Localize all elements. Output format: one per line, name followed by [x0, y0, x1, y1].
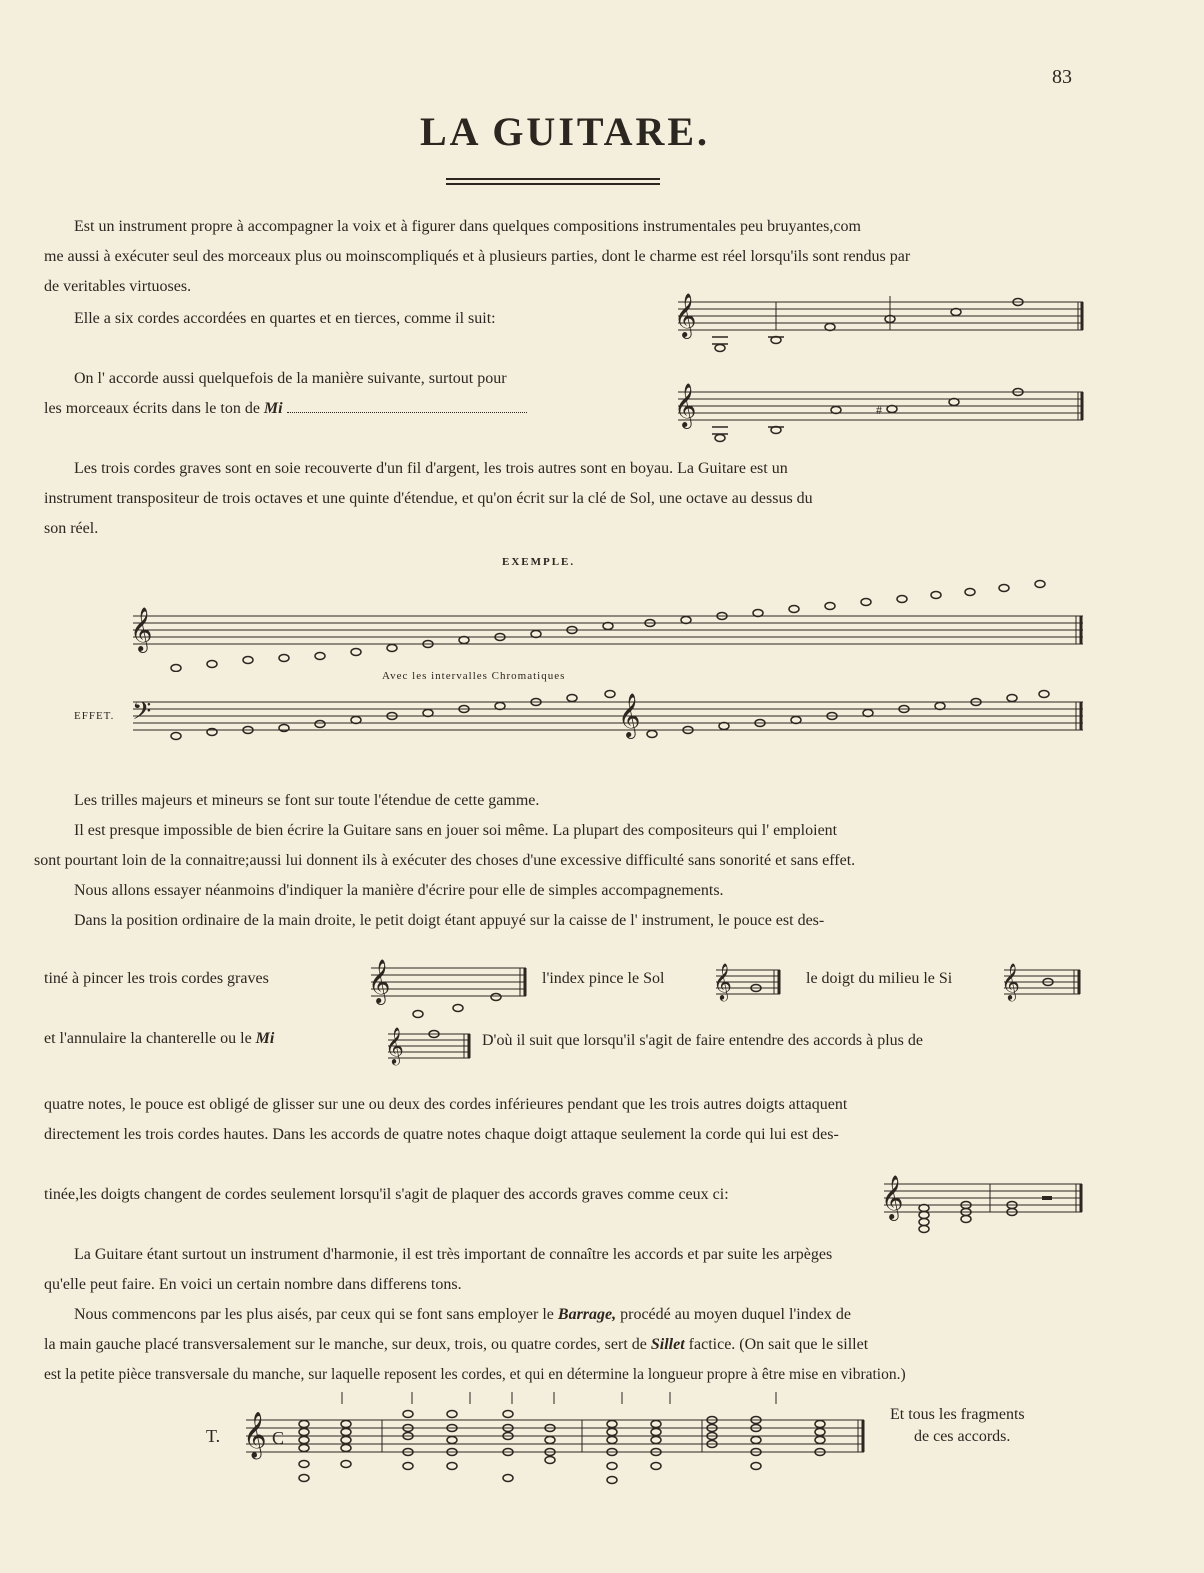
- bass-chords-staff: [880, 1170, 1086, 1238]
- key-mi: Mi: [263, 400, 283, 417]
- tuning-staff-1: [668, 282, 1088, 362]
- thumb-strings-staff: [366, 954, 530, 1026]
- paragraph-9-c: le doigt du milieu le Si: [806, 970, 953, 987]
- paragraph-12: tinée,les doigts changent de cordes seulement lorsqu'il s'agit de plaquer des accords graves comme ceux ci:: [44, 1186, 729, 1203]
- paragraph-10-b: D'où il suit que lorsqu'il s'agit de faire entendre des accords à plus de: [482, 1032, 923, 1049]
- svg-text:𝄞: 𝄞: [1001, 963, 1020, 999]
- chords-label: T.: [206, 1426, 221, 1446]
- paragraph-14-line-1: [74, 1300, 1084, 1330]
- svg-text:C: C: [272, 1428, 285, 1448]
- svg-text:𝄞: 𝄞: [385, 1027, 404, 1063]
- paragraph-3-line-2: [44, 394, 644, 424]
- index-sol-staff: [712, 960, 784, 1010]
- effet-label: EFFET.: [74, 710, 115, 722]
- svg-text:𝄞: 𝄞: [881, 1177, 904, 1219]
- chords-side-note-1: Et tous les fragments: [890, 1406, 1025, 1423]
- svg-text:𝄞: 𝄞: [674, 385, 697, 427]
- paragraph-11-line-2: directement les trois cordes hautes. Dans les accords de quatre notes chaque doigt attaque seulement la corde qui lui est des-: [44, 1126, 839, 1143]
- paragraph-3-line-1: On l' accorde aussi quelquefois de la manière suivante, surtout pour: [74, 370, 507, 387]
- paragraph-1-line-2: me aussi à exécuter seul des morceaux plus ou moinscompliqués et à plusieurs parties, dont le charme est réel lorsqu'ils sont rendus par: [44, 248, 911, 265]
- svg-text:𝄞: 𝄞: [713, 963, 732, 999]
- tuning-staff-2: [668, 372, 1088, 452]
- chanterelle-mi: Mi: [255, 1030, 275, 1047]
- paragraph-5: Les trilles majeurs et mineurs se font sur toute l'étendue de cette gamme.: [74, 792, 540, 809]
- paragraph-6-line-2: sont pourtant loin de la connaitre;aussi lui donnent ils à exécuter des choses d'une excessive difficulté sans sonorité et sans effet.: [34, 852, 856, 869]
- paragraph-4-line-1: Les trois cordes graves sont en soie recouverte d'un fil d'argent, les trois autres sont en boyau. La Guitare est un: [74, 460, 788, 477]
- page-title: LA GUITARE.: [419, 109, 711, 154]
- paragraph-14-line-2: [44, 1330, 1084, 1360]
- paragraph-1-line-3: de veritables virtuoses.: [44, 278, 192, 295]
- paragraph-6-line-1: Il est presque impossible de bien écrire la Guitare sans en jouer soi même. La plupart des compositeurs qui l' emploient: [74, 822, 838, 839]
- range-treble-staff: [128, 572, 1088, 672]
- sillet-term: Sillet: [650, 1336, 685, 1353]
- svg-text:𝄞: 𝄞: [130, 609, 153, 651]
- paragraph-1-line-1: Est un instrument propre à accompagner la voix et à figurer dans quelques compositions instrumentales peu bruyantes,com: [74, 218, 861, 235]
- paragraph-8: Dans la position ordinaire de la main droite, le petit doigt étant appuyé sur la caisse de l' instrument, le pouce est des-: [74, 912, 825, 929]
- tuning-intro: Elle a six cordes accordées en quartes et en tierces, comme il suit:: [74, 310, 496, 327]
- range-effect-staff: [128, 684, 1088, 754]
- chromatic-caption: Avec les intervalles Chromatiques: [382, 670, 566, 682]
- title-rule: [446, 178, 660, 188]
- paragraph-11-line-1: quatre notes, le pouce est obligé de glisser sur une ou deux des cordes inférieures pendant que les trois autres doigts attaquent: [44, 1096, 848, 1113]
- page-number: 83: [1052, 66, 1072, 88]
- paragraph-13-line-1: La Guitare étant surtout un instrument d'harmonie, il est très important de connaître les accords et par suite les arpèges: [74, 1246, 833, 1263]
- paragraph-9-a: tiné à pincer les trois cordes graves: [44, 970, 269, 987]
- svg-text:#: #: [876, 403, 882, 417]
- paragraph-14-line-2-a: la main gauche placé transversalement sur le manche, sur deux, trois, ou quatre cordes, sert de: [44, 1336, 647, 1353]
- example-label: EXEMPLE.: [502, 556, 576, 568]
- svg-text:𝄢: 𝄢: [132, 698, 152, 731]
- paragraph-10-a: [44, 1030, 274, 1048]
- svg-text:𝄞: 𝄞: [618, 695, 641, 737]
- middle-si-staff: [1000, 960, 1084, 1010]
- svg-text:𝄞: 𝄞: [243, 1412, 267, 1457]
- paragraph-13-line-2: qu'elle peut faire. En voici un certain nombre dans differens tons.: [44, 1276, 462, 1293]
- svg-text:𝄞: 𝄞: [674, 295, 697, 337]
- paragraph-3-text: les morceaux écrits dans le ton de: [44, 400, 260, 417]
- paragraph-14-line-2-b: factice. (On sait que le sillet: [688, 1336, 869, 1353]
- paragraph-10-a-text: et l'annulaire la chanterelle ou le: [44, 1030, 252, 1047]
- paragraph-14-line-3: est la petite pièce transversale du manche, sur laquelle reposent les cordes, et qui en détermine la longueur propre à être mise en vibration.): [44, 1366, 906, 1383]
- paragraph-9-b: l'index pince le Sol: [542, 970, 665, 987]
- svg-text:𝄞: 𝄞: [368, 961, 391, 1003]
- paragraph-14-line-1-a: Nous commencons par les plus aisés, par ceux qui se font sans employer le: [74, 1306, 554, 1323]
- paragraph-14-line-1-b: procédé au moyen duquel l'index de: [620, 1306, 851, 1323]
- chords-side-note-2: de ces accords.: [914, 1428, 1011, 1445]
- ring-mi-staff: [384, 1020, 474, 1074]
- chord-examples-staff: [242, 1390, 868, 1508]
- paragraph-7: Nous allons essayer néanmoins d'indiquer la manière d'écrire pour elle de simples accompagnements.: [74, 882, 724, 899]
- paragraph-4-line-2: instrument transpositeur de trois octaves et une quinte d'étendue, et qu'on écrit sur la clé de Sol, une octave au dessus du: [44, 490, 813, 507]
- barrage-term: Barrage,: [557, 1306, 617, 1323]
- paragraph-4-line-3: son réel.: [44, 520, 99, 537]
